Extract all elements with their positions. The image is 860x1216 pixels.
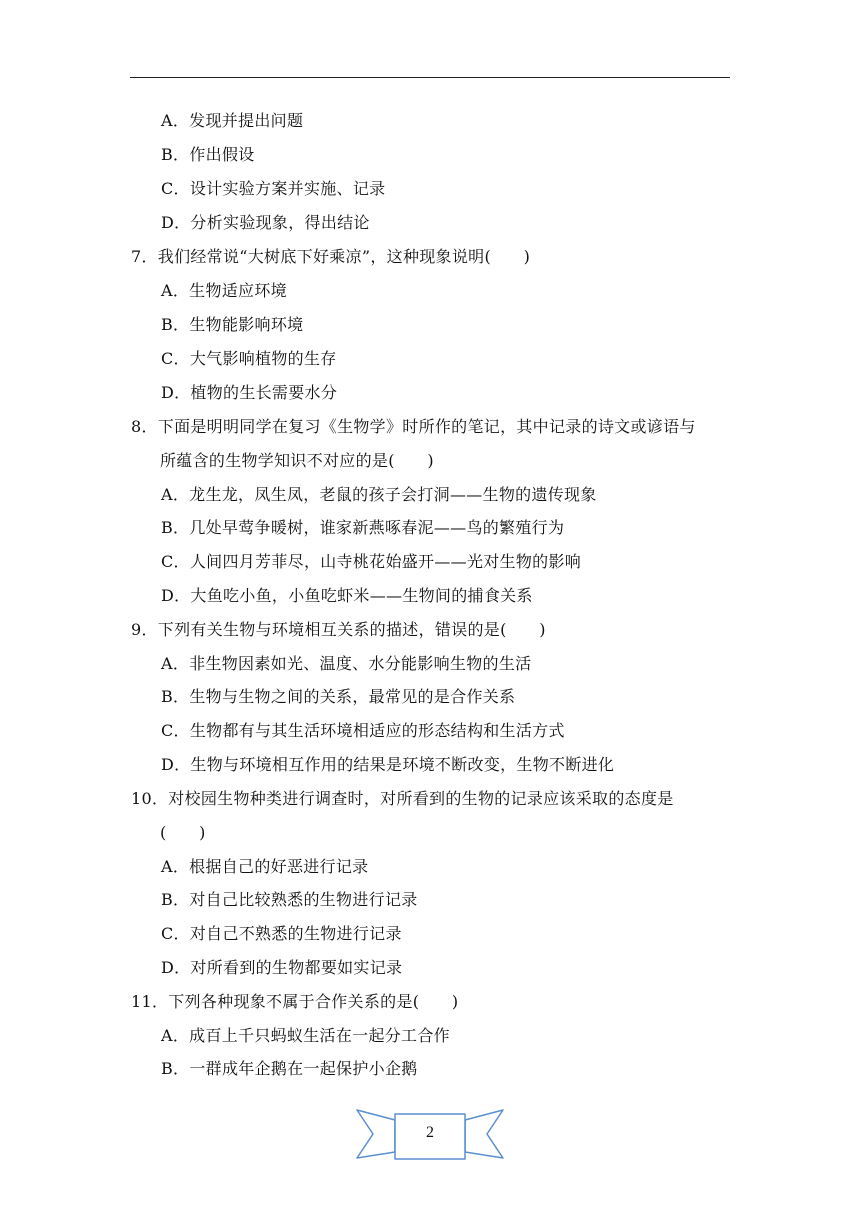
q11-stem: 11．下列各种现象不属于合作关系的是( ) bbox=[131, 992, 459, 1011]
q9-stem: 9．下列有关生物与环境相互关系的描述，错误的是( ) bbox=[131, 620, 546, 639]
q9-option-d: D．生物与环境相互作用的结果是环境不断改变，生物不断进化 bbox=[161, 755, 615, 774]
q10-stem: 10．对校园生物种类进行调查时，对所看到的生物的记录应该采取的态度是 bbox=[131, 789, 674, 808]
header-rule bbox=[130, 77, 730, 78]
q8-stem-continued: 所蕴含的生物学知识不对应的是( ) bbox=[160, 451, 434, 470]
q9-option-a: A．非生物因素如光、温度、水分能影响生物的生活 bbox=[161, 654, 532, 673]
q7-option-a: A．生物适应环境 bbox=[161, 281, 287, 300]
q6-option-a: A．发现并提出问题 bbox=[161, 111, 304, 130]
q9-option-b: B．生物与生物之间的关系，最常见的是合作关系 bbox=[161, 687, 516, 706]
q8-stem: 8．下面是明明同学在复习《生物学》时所作的笔记，其中记录的诗文或谚语与 bbox=[131, 417, 696, 436]
q9-option-c: C．生物都有与其生活环境相适应的形态结构和生活方式 bbox=[161, 721, 565, 740]
q7-option-d: D．植物的生长需要水分 bbox=[161, 383, 338, 402]
q7-option-c: C．大气影响植物的生存 bbox=[161, 349, 337, 368]
q7-option-b: B．生物能影响环境 bbox=[161, 315, 304, 334]
q11-option-a: A．成百上千只蚂蚁生活在一起分工合作 bbox=[161, 1026, 450, 1045]
q6-option-d: D．分析实验现象，得出结论 bbox=[161, 213, 370, 232]
q10-option-c: C．对自己不熟悉的生物进行记录 bbox=[161, 924, 402, 943]
q7-stem: 7．我们经常说“大树底下好乘凉”，这种现象说明( ) bbox=[131, 247, 531, 266]
q10-option-a: A．根据自己的好恶进行记录 bbox=[161, 857, 369, 876]
q10-stem-continued: ( ) bbox=[160, 823, 206, 842]
page-number-ribbon bbox=[355, 1104, 505, 1164]
q6-option-b: B．作出假设 bbox=[161, 145, 255, 164]
q8-option-a: A．龙生龙，凤生凤，老鼠的孩子会打洞——生物的遗传现象 bbox=[161, 485, 597, 504]
page-number: 2 bbox=[426, 1124, 434, 1141]
q6-option-c: C．设计实验方案并实施、记录 bbox=[161, 179, 386, 198]
q11-option-b: B．一群成年企鹅在一起保护小企鹅 bbox=[161, 1059, 418, 1078]
q8-option-b: B．几处早莺争暖树，谁家新燕啄春泥——鸟的繁殖行为 bbox=[161, 518, 565, 537]
q10-option-d: D．对所看到的生物都要如实记录 bbox=[161, 958, 403, 977]
q8-option-d: D．大鱼吃小鱼，小鱼吃虾米——生物间的捕食关系 bbox=[161, 586, 533, 605]
q10-option-b: B．对自己比较熟悉的生物进行记录 bbox=[161, 890, 418, 909]
q8-option-c: C．人间四月芳菲尽，山寺桃花始盛开——光对生物的影响 bbox=[161, 552, 582, 571]
